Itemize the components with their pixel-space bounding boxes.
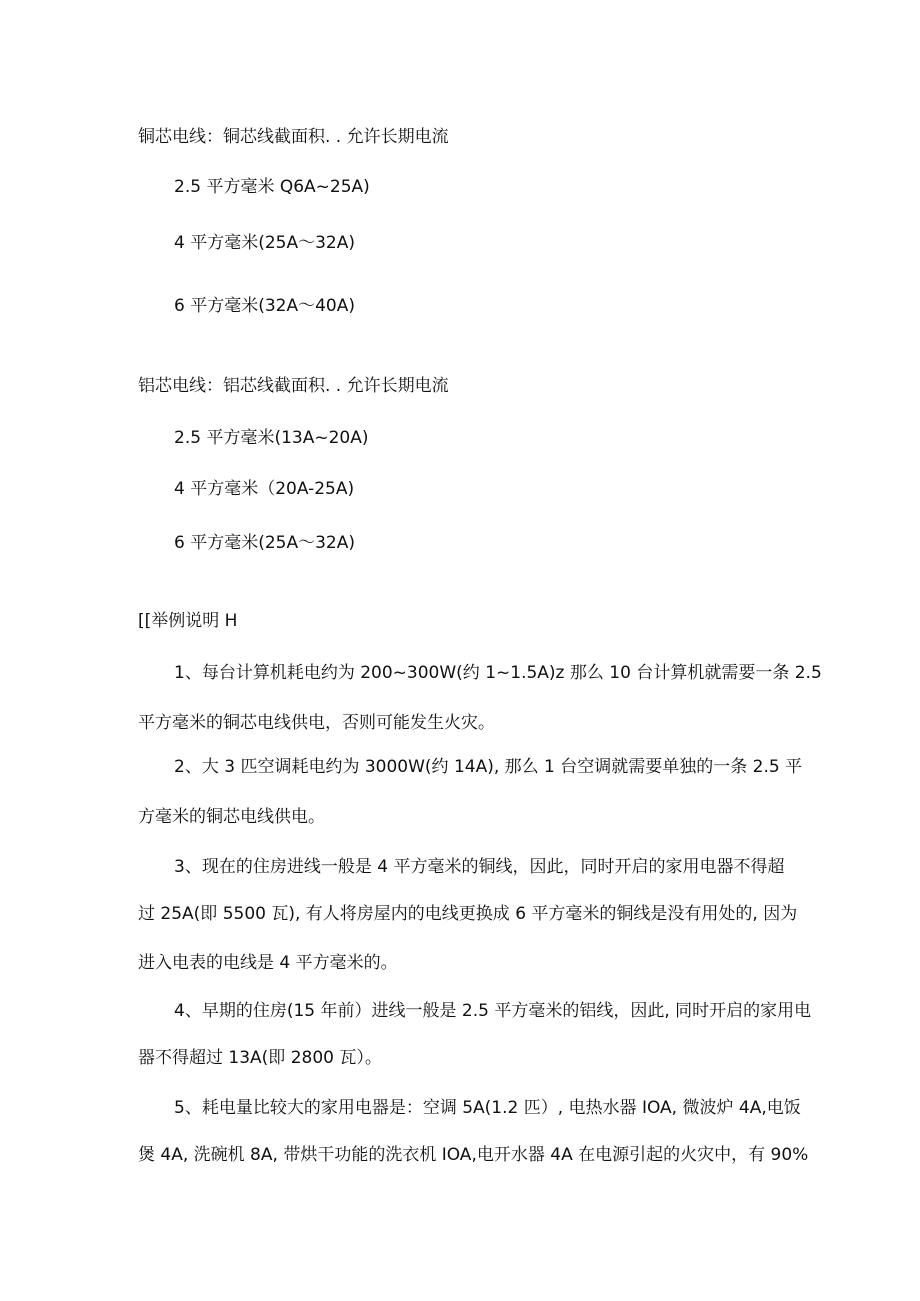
copper-wire-heading: 铜芯电线：铜芯线截面积. . 允许长期电流 — [138, 127, 449, 147]
copper-item-2-5: 2.5 平方毫米 Q6A~25A) — [174, 177, 370, 197]
aluminum-item-2-5: 2.5 平方毫米(13A~20A) — [174, 428, 369, 448]
example-1-line-1: 1、每台计算机耗电约为 200~300W(约 1~1.5A)z 那么 10 台计算机就需要一条 2.5 — [174, 663, 822, 683]
example-1-line-2: 平方毫米的铜芯电线供电，否则可能发生火灾。 — [138, 713, 495, 733]
aluminum-wire-heading: 铝芯电线：铝芯线截面积. . 允许长期电流 — [138, 376, 449, 396]
example-2-line-2: 方毫米的铜芯电线供电。 — [138, 807, 325, 827]
example-2-line-1: 2、大 3 匹空调耗电约为 3000W(约 14A), 那么 1 台空调就需要单独的一条 2.5 平 — [174, 757, 803, 777]
example-3-line-3: 进入电表的电线是 4 平方毫米的。 — [138, 953, 398, 973]
copper-item-6: 6 平方毫米(32A〜40A) — [174, 296, 356, 316]
aluminum-item-6: 6 平方毫米(25A〜32A) — [174, 533, 356, 553]
example-3-line-1: 3、现在的住房进线一般是 4 平方毫米的铜线，因此，同时开启的家用电器不得超 — [174, 857, 785, 877]
example-4-line-1: 4、早期的住房(15 年前）进线一般是 2.5 平方毫米的铝线，因此, 同时开启的家用电 — [174, 1001, 812, 1021]
aluminum-item-4: 4 平方毫米（20A-25A) — [174, 479, 355, 499]
example-5-line-1: 5、耗电量比较大的家用电器是：空调 5A(1.2 匹）, 电热水器 IOA, 微波炉 4A,电饭 — [174, 1098, 801, 1118]
copper-item-4: 4 平方毫米(25A〜32A) — [174, 233, 356, 253]
example-4-line-2: 器不得超过 13A(即 2800 瓦）。 — [138, 1048, 382, 1068]
example-5-line-2: 煲 4A, 洗碗机 8A, 带烘干功能的洗衣机 IOA,电开水器 4A 在电源引起的火灾中，有 90% — [138, 1145, 809, 1165]
examples-heading: [[举例说明 H — [138, 611, 238, 631]
example-3-line-2: 过 25A(即 5500 瓦), 有人将房屋内的电线更换成 6 平方毫米的铜线是没有用处的, 因为 — [138, 904, 798, 924]
